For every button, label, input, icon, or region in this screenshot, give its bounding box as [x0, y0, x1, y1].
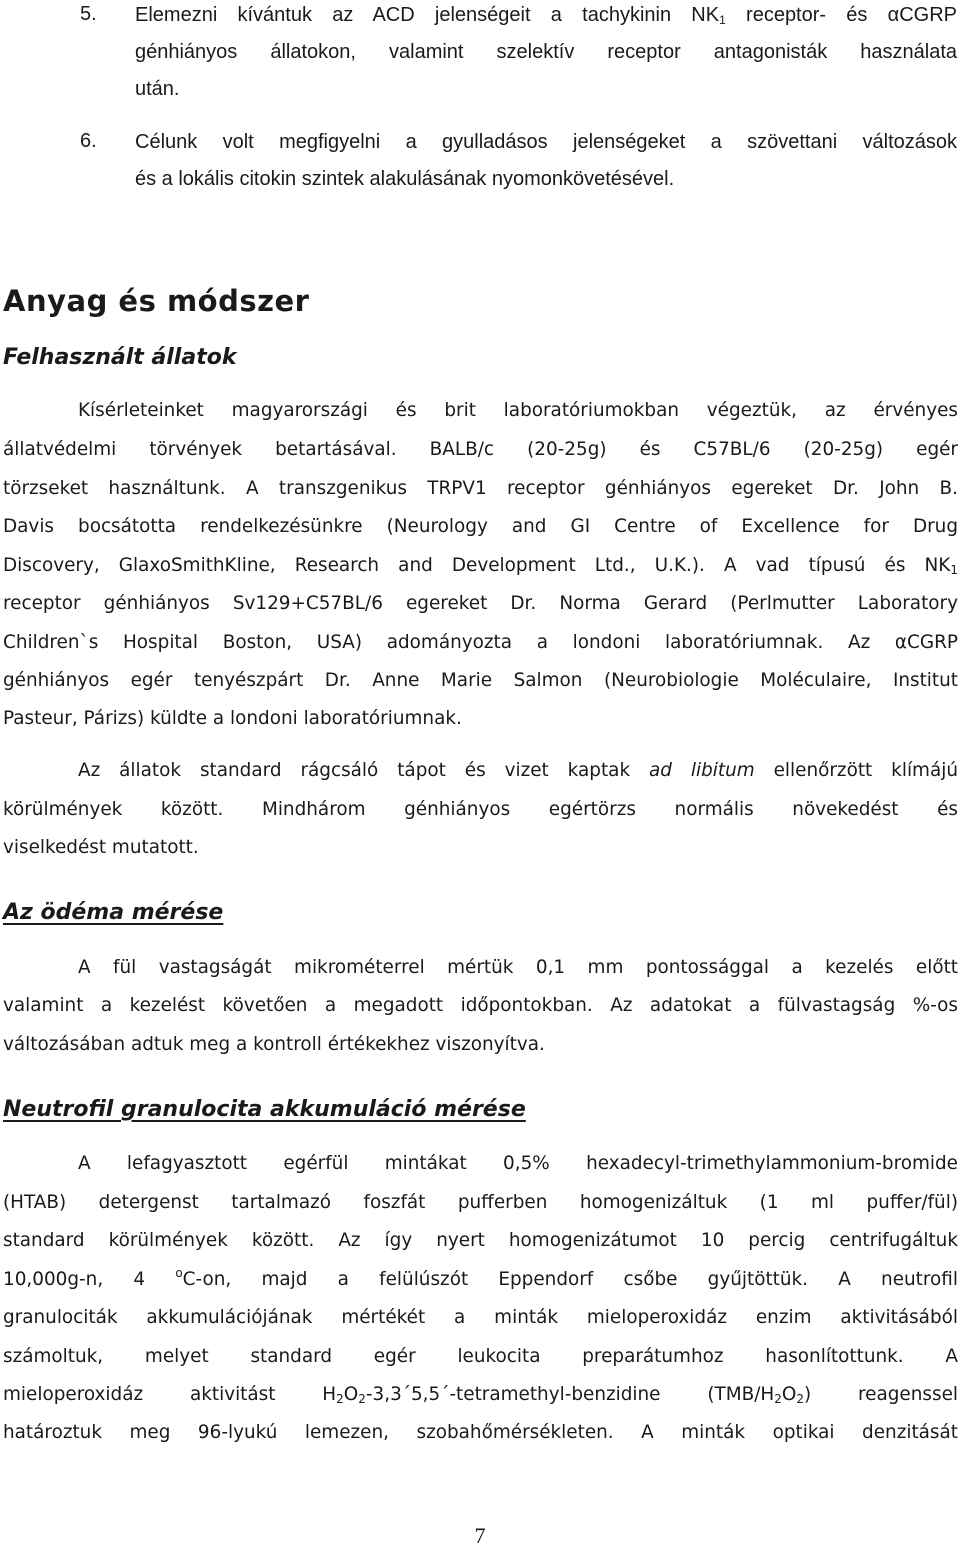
text-line: határoztuk meg 96-lyukú lemezen, szobahőmérsékleten. A minták optikai denzitását: [3, 1422, 958, 1443]
text-line: törzseket használtunk. A transzgenikus TRPV1 receptor génhiányos egereket Dr. John B.: [3, 478, 958, 499]
text-line: valamint a kezelést követően a megadott időpontokban. Az adatokat a fülvastagság %-os: [3, 995, 958, 1016]
text-line: Davis bocsátotta rendelkezésünkre (Neurology and GI Centre of Excellence for Drug: [3, 516, 958, 537]
list-line: Célunk volt megfigyelni a gyulladásos jelenségeket a szövettani változások: [135, 131, 957, 153]
text-line: standard körülmények között. Az így nyert homogenizátumot 10 percig centrifugáltuk: [3, 1230, 958, 1251]
text-line: granulociták akkumulációjának mértékét a minták mieloperoxidáz enzim aktivitásából: [3, 1307, 958, 1328]
text-line: (HTAB) detergenst tartalmazó foszfát pufferben homogenizáltuk (1 ml puffer/fül): [3, 1192, 958, 1213]
subsection-title: Felhasznált állatok: [3, 345, 237, 370]
list-line: és a lokális citokin szintek alakulásának nyomonkövetésével.: [135, 168, 675, 190]
text-line: receptor génhiányos Sv129+C57BL/6 egereket Dr. Norma Gerard (Perlmutter Laboratory: [3, 593, 958, 614]
text-line: körülmények között. Mindhárom génhiányos egértörzs normális növekedést és: [3, 799, 958, 820]
list-line: Elemezni kívántuk az ACD jelenségeit a tachykinin $NK_1$ receptor- és αCGRP: [135, 4, 957, 27]
subsection-title: Az ödéma mérése: [3, 900, 224, 925]
page-number: 7: [474, 1523, 486, 1548]
text-line: Kísérleteinket magyarországi és brit laboratóriumokban végeztük, az érvényes: [78, 400, 958, 421]
text-line: állatvédelmi törvények betartásával. BALB/c (20-25g) és C57BL/6 (20-25g) egér: [3, 439, 958, 460]
text-line: Az állatok standard rágcsáló tápot és vizet kaptak ad libitum ellenőrzött klímájú: [78, 760, 959, 781]
text-line: A fül vastagságát mikrométerrel mértük 0,1 mm pontossággal a kezelés előtt: [78, 957, 958, 978]
text-line: mieloperoxidáz aktivitást $H_2O_2-3,3΄5,5΄-tetramethyl$-benzidine $(TMB/H_2O_2)$ reagenssel: [3, 1384, 958, 1406]
text-line: változásában adtuk meg a kontroll értékekhez viszonyítva.: [3, 1034, 545, 1055]
text-line: A lefagyasztott egérfül mintákat 0,5% hexadecyl-trimethylammonium-bromide: [78, 1153, 958, 1174]
section-title: Anyag és módszer: [3, 284, 310, 318]
text-line: Pasteur, Párizs) küldte a londoni laboratóriumnak.: [3, 708, 462, 729]
text-line: 10,000g-n, 4 $^o$C-on, majd a felülúszót Eppendorf csőbe gyűjtöttük. A neutrofil: [3, 1266, 958, 1290]
subsection-title: Neutrofil granulocita akkumuláció mérése: [3, 1097, 526, 1122]
list-line: génhiányos állatokon, valamint szelektív receptor antagonisták használata: [135, 41, 957, 63]
text-line: számoltuk, melyet standard egér leukocita preparátumhoz hasonlítottunk. A: [3, 1346, 958, 1367]
text-line: Discovery, GlaxoSmithKline, Research and Development Ltd., U.K.). A vad típusú és $NK_1$: [3, 555, 958, 577]
list-number: 6.: [80, 130, 97, 152]
list-number: 5.: [80, 3, 97, 25]
list-line: után.: [135, 78, 180, 100]
text-line: viselkedést mutatott.: [3, 837, 199, 858]
text-line: génhiányos egér tenyészpárt Dr. Anne Marie Salmon (Neurobiologie Moléculaire, Institut: [3, 670, 958, 691]
text-line: Children`s Hospital Boston, USA) adományozta a londoni laboratóriumnak. Az αCGRP: [3, 632, 958, 653]
